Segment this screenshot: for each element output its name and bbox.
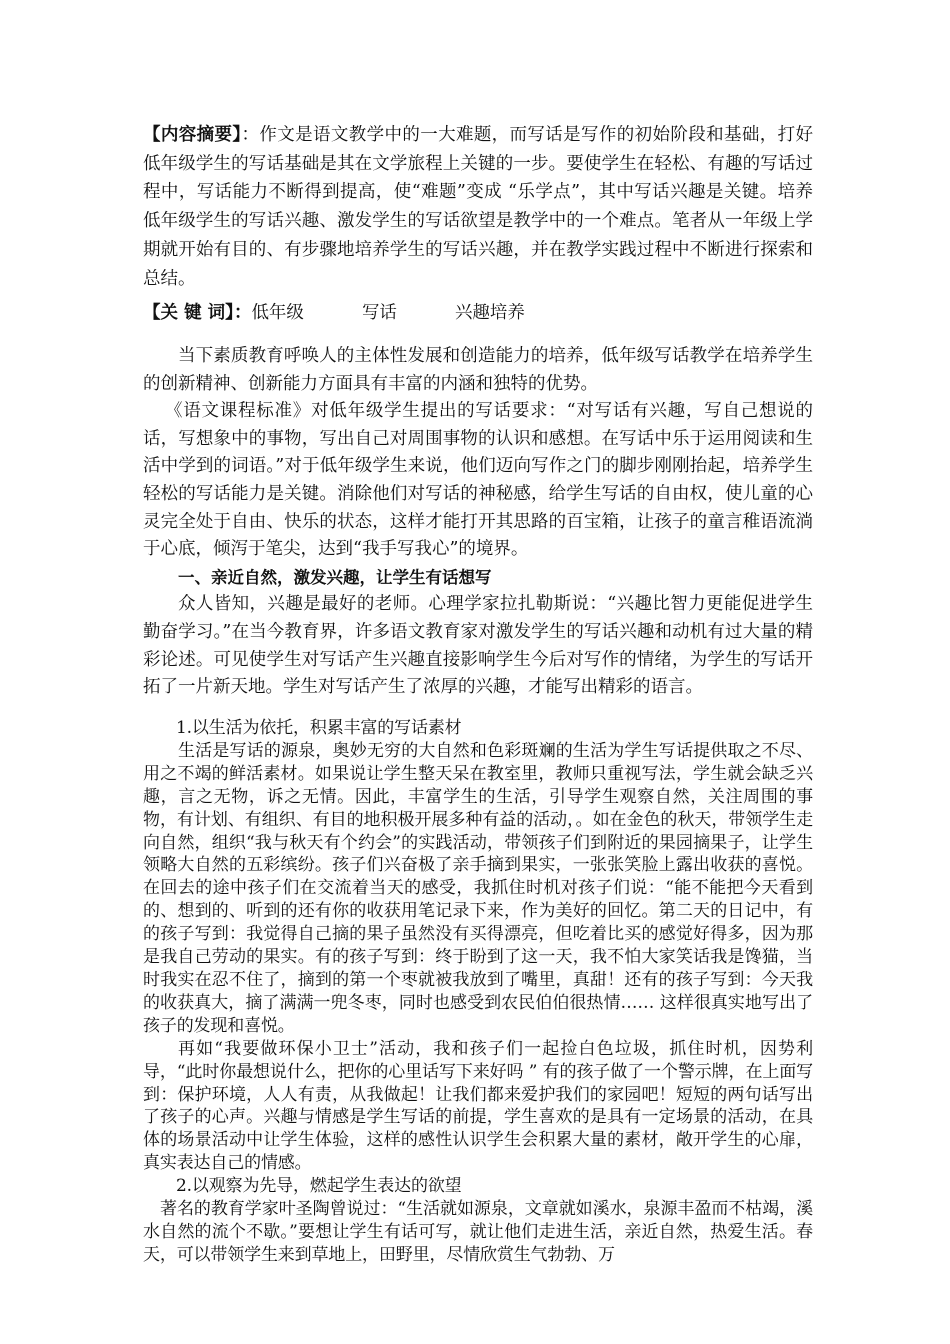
keyword-2: 写话 (361, 303, 397, 323)
abstract-text: ：作文是语文教学中的一大难题，而写话是写作的初始阶段和基础，打好低年级学生的写话基础是其在文学旅程上关键的一步。要使学生在轻松、有趣的写话过程中，写话能力不断得到提高，使“难题”变成 “乐学点”，其中写话兴趣是关键。培养低年级学生的写话兴趣、激发学生的写话欲望是教学中的一个难点。笔者从一年级上学期就开始有目的、有步骤地培养学生的写话兴趣，并在教学实践过程中不断进行探索和总结。 (143, 125, 814, 289)
section-paragraph-4: 著名的教育学家叶圣陶曾说过：“生活就如源泉，文章就如溪水，泉源丰盈而不枯竭，溪水自然的流个不歇。”要想让学生有话可写，就让他们走进生活，亲近自然，热爱生活。春天，可以带领学生来到草地上，田野里，尽情欣赏生气勃勃、万 (143, 1199, 813, 1265)
abstract-label: 【内容摘要】 (143, 125, 242, 145)
section-heading-1: 一、亲近自然，激发兴趣，让学生有话想写 (178, 567, 492, 587)
keywords-label: 【关 键 词】 (143, 303, 234, 323)
intro-paragraph-1: 当下素质教育呼唤人的主体性发展和创造能力的培养，低年级写话教学在培养学生的创新精神、创新能力方面具有丰富的内涵和独特的优势。 (143, 346, 813, 394)
body-section-2 (143, 717, 813, 1267)
body-section-1 (143, 343, 813, 702)
section-paragraph-1: 众人皆知，兴趣是最好的老师。心理学家拉扎勒斯说：“兴趣比智力更能促进学生勤奋学习。”在当今教育界，许多语文教育家对激发学生的写话兴趣和动机有过大量的精彩论述。可见使学生对写话产生兴趣直接影响学生今后对写作的情绪，为学生的写话开拓了一片新天地。学生对写话产生了浓厚的兴趣，才能写出精彩的语言。 (143, 594, 813, 698)
subheading-2: 2.以观察为先导，燃起学生表达的欲望 (176, 1176, 462, 1197)
section-paragraph-2: 生活是写话的源泉，奥妙无穷的大自然和色彩斑斓的生活为学生写话提供取之不尽、用之不竭的鲜活素材。如果说让学生整天呆在教室里，教师只重视写法，学生就会缺乏兴趣，言之无物，诉之无情。因此，丰富学生的生活，引导学生观察自然，关注周围的事物，有计划、有组织、有目的地积极开展多种有益的活动，。如在金色的秋天，带领学生走向自然，组织“我与秋天有个约会”的实践活动，带领孩子们到附近的果园摘果子，让学生领略大自然的五彩缤纷。孩子们兴奋极了亲手摘到果实，一张张笑脸上露出收获的喜悦。在回去的途中孩子们在交流着当天的感受，我抓住时机对孩子们说：“能不能把今天看到的、想到的、听到的还有你的收获用笔记录下来，作为美好的回忆。第二天的日记中，有的孩子写到：我觉得自己摘的果子虽然没有买得漂亮，但吃着比买的感觉好得多，因为那是我自己劳动的果实。有的孩子写到：终于盼到了这一天，我不怕大家笑话我是馋猫，当时我实在忍不住了，摘到的第一个枣就被我放到了嘴里，真甜！还有的孩子写到：今天我的收获真大，摘了满满一兜冬枣，同时也感受到农民伯伯很热情…… 这样很真实地写出了孩子的发现和喜悦。 (143, 740, 813, 1036)
abstract-paragraph (143, 121, 813, 293)
intro-paragraph-2: 《语文课程标准》对低年级学生提出的写话要求：“对写话有兴趣，写自己想说的话，写想象中的事物，写出自己对周围事物的认识和感想。在写话中乐于运用阅读和生活中学到的词语。”对于低年级学生来说，他们迈向写作之门的脚步刚刚抬起，培养学生轻松的写话能力是关键。消除他们对写话的神秘感，给学生写话的自由权，使儿童的心灵完全处于自由、快乐的状态，这样才能打开其思路的百宝箱，让孩子的童言稚语流淌于心底，倾泻于笔尖，达到“我手写我心”的境界。 (143, 401, 813, 560)
keyword-3: 兴趣培养 (454, 303, 525, 323)
keyword-1: 低年级 (251, 303, 304, 323)
keywords-colon: ： (233, 303, 252, 323)
keywords-line (143, 299, 813, 327)
section-paragraph-3: 再如“我要做环保小卫士”活动，我和孩子们一起捡白色垃圾，抓住时机，因势利导，“此时你最想说什么，把你的心里话写下来好吗 ” 有的孩子做了一个警示牌，在上面写到：保护环境，人人有责，从我做起！让我们都来爱护我们的家园吧！短短的两句话写出了孩子的心声。兴趣与情感是学生写话的前提，学生喜欢的是具有一定场景的活动，在具体的场景活动中让学生体验，这样的感性认识学生会积累大量的素材，敞开学生的心扉，真实表达自己的情感。 (143, 1038, 813, 1174)
subheading-1: 1.以生活为依托，积累丰富的写话素材 (176, 718, 462, 738)
